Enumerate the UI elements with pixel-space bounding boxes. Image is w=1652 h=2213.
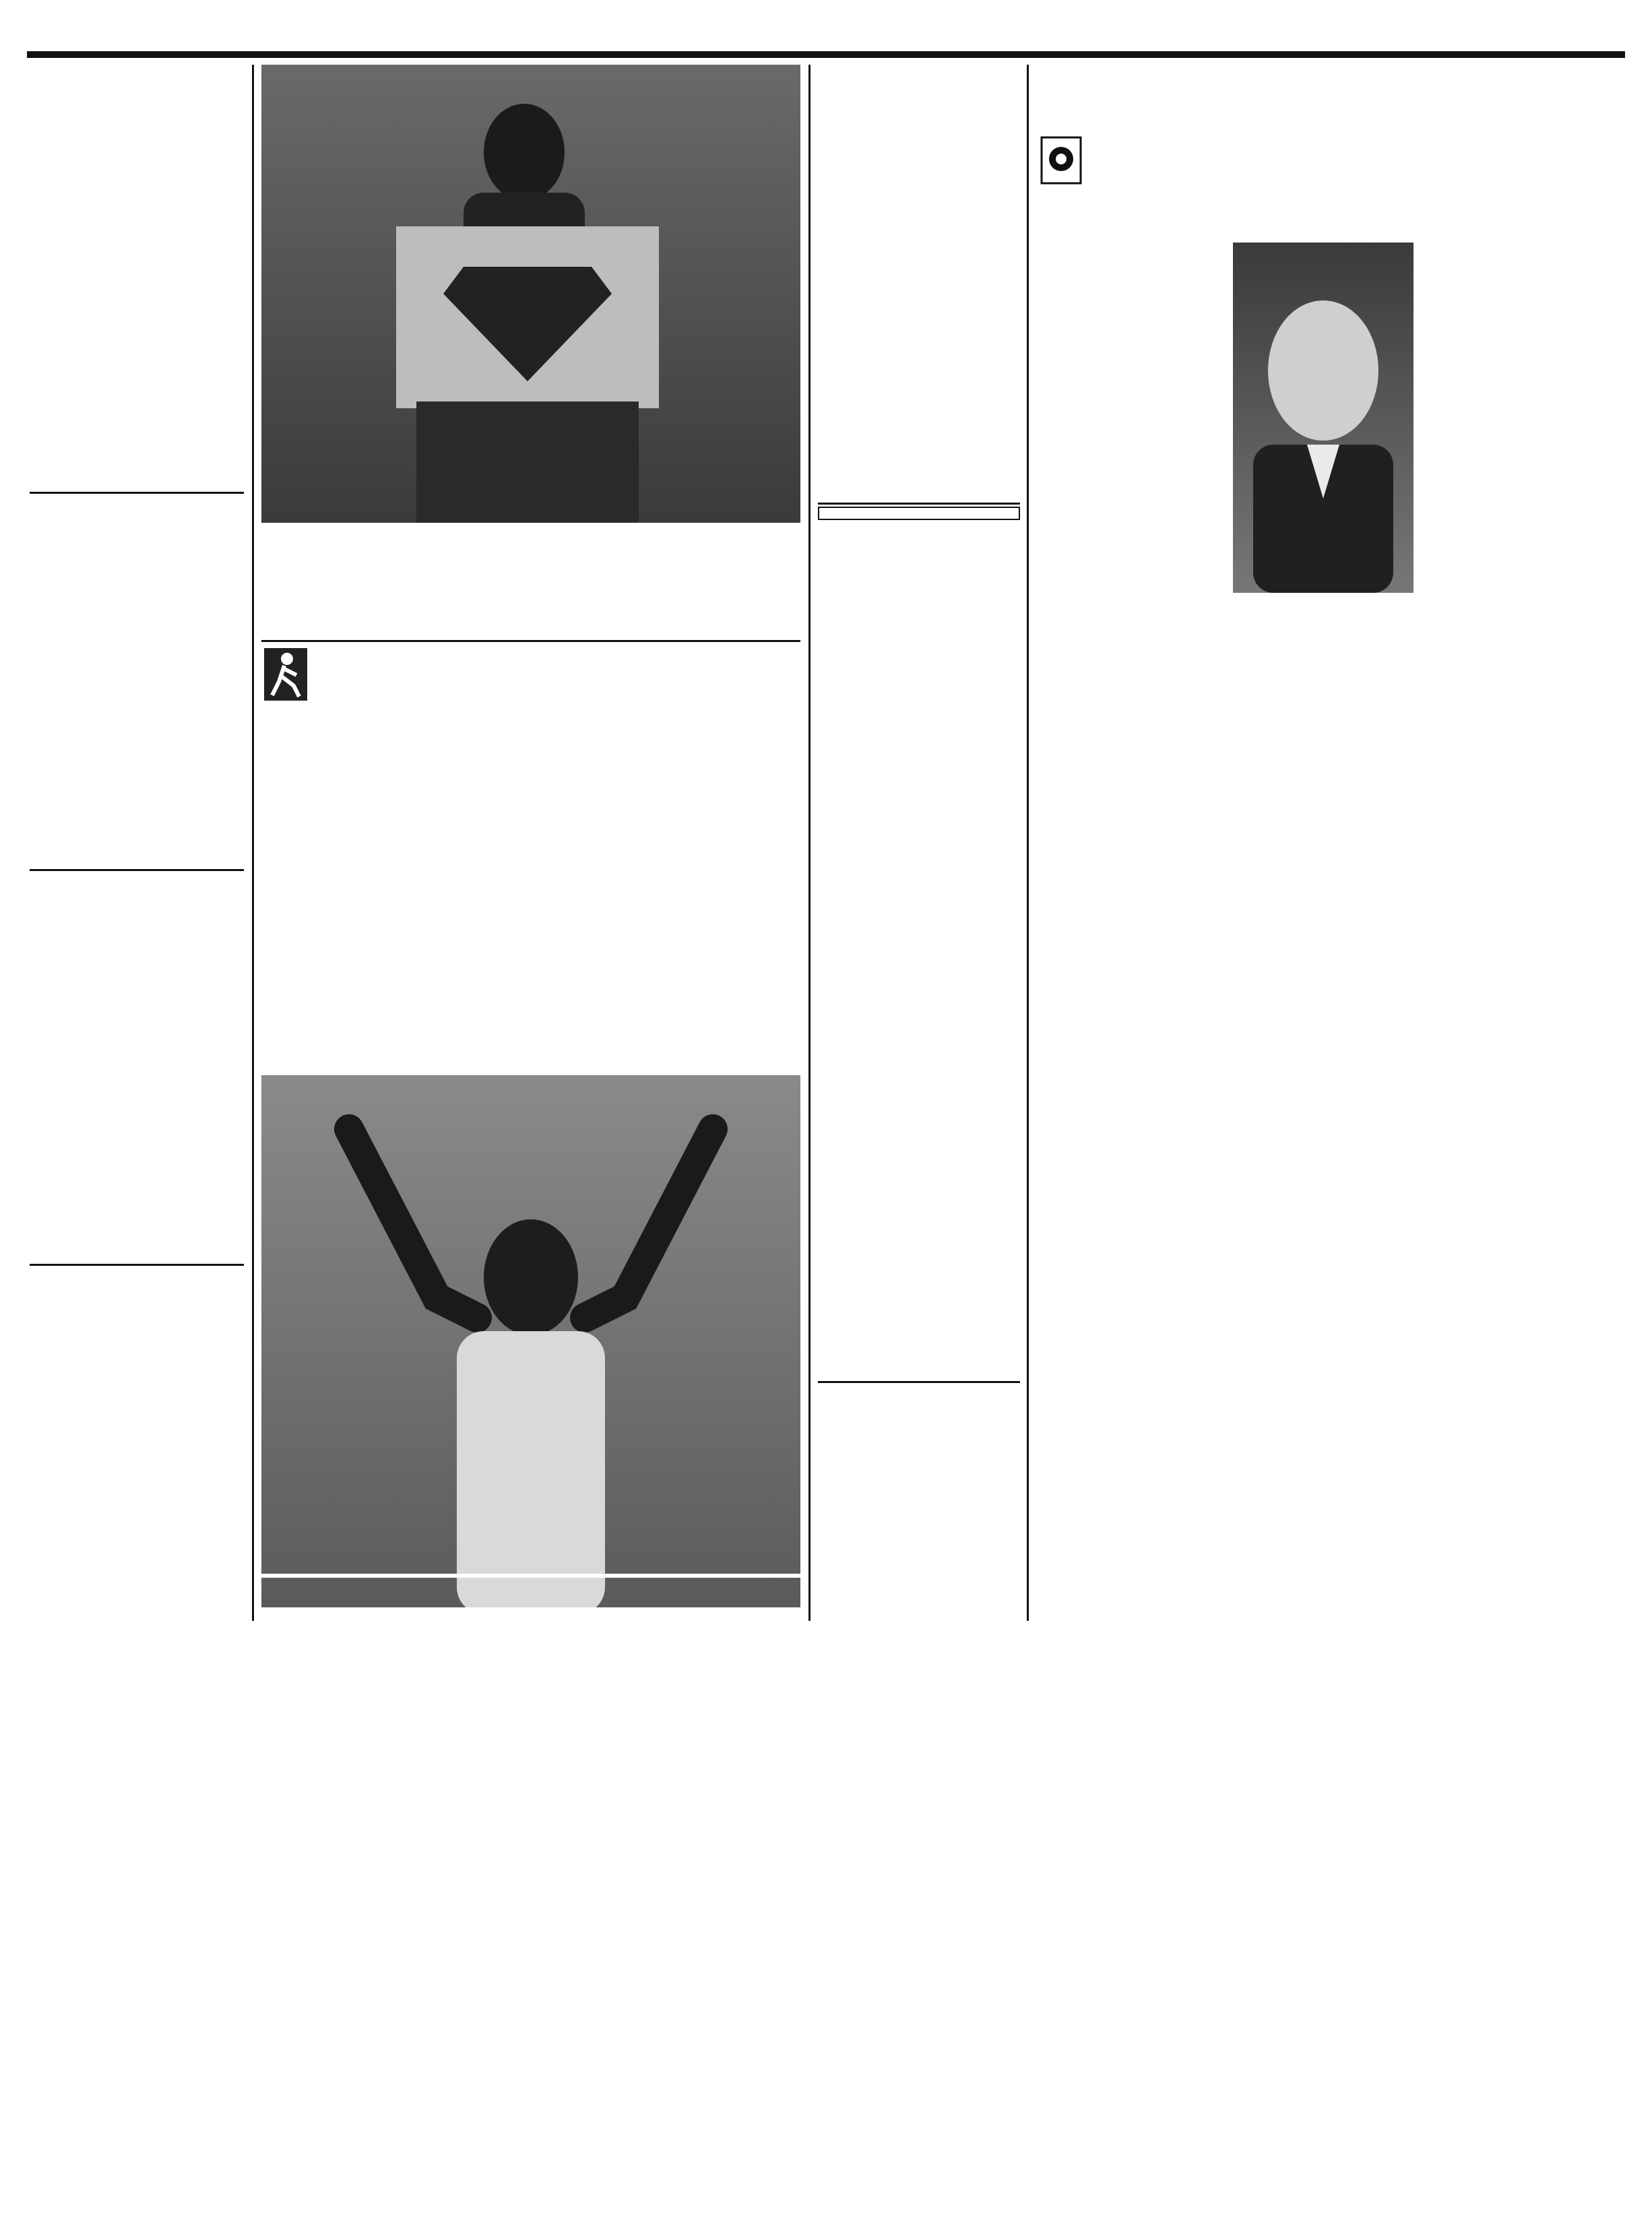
column-rule bbox=[808, 65, 811, 1621]
hoddle-col-1 bbox=[1039, 132, 1218, 136]
story-jason bbox=[30, 1268, 244, 1273]
divider bbox=[818, 503, 1020, 505]
hoddle-col-3 bbox=[1427, 132, 1624, 136]
story-long-jump bbox=[30, 67, 244, 73]
johnson-col-1 bbox=[264, 647, 433, 651]
story-army-aquatic bbox=[818, 1385, 1020, 1390]
divider bbox=[30, 492, 244, 494]
johnson-superman-image bbox=[261, 65, 800, 523]
carla-photo bbox=[261, 1075, 800, 1607]
carla-photo-caption bbox=[261, 1574, 800, 1578]
johnson-col-2 bbox=[445, 647, 616, 651]
johnson-col-3 bbox=[627, 647, 799, 651]
masthead bbox=[0, 0, 1652, 62]
story-portas bbox=[818, 1044, 1020, 1050]
divider bbox=[818, 1381, 1020, 1383]
hoddle-photo bbox=[1233, 243, 1413, 593]
glenn-hoddle-image bbox=[1233, 243, 1413, 593]
carla-sacramento-image bbox=[261, 1075, 800, 1607]
story-sino-swimmers bbox=[30, 873, 244, 878]
runner-icon bbox=[264, 648, 307, 701]
divider bbox=[30, 1264, 244, 1266]
story-diego bbox=[818, 507, 1020, 520]
story-masudur bbox=[30, 496, 244, 501]
masthead-rule bbox=[27, 51, 1625, 58]
hoddle-col-2-bottom bbox=[1230, 620, 1415, 624]
divider bbox=[30, 869, 244, 871]
column-rule bbox=[252, 65, 254, 1621]
story-schools-chess bbox=[818, 67, 1020, 73]
johnson-photo bbox=[261, 65, 800, 523]
hoddle-col-2 bbox=[1230, 132, 1415, 136]
england-football-logo bbox=[1039, 135, 1083, 186]
column-rule bbox=[1027, 65, 1029, 1621]
divider bbox=[261, 640, 800, 642]
